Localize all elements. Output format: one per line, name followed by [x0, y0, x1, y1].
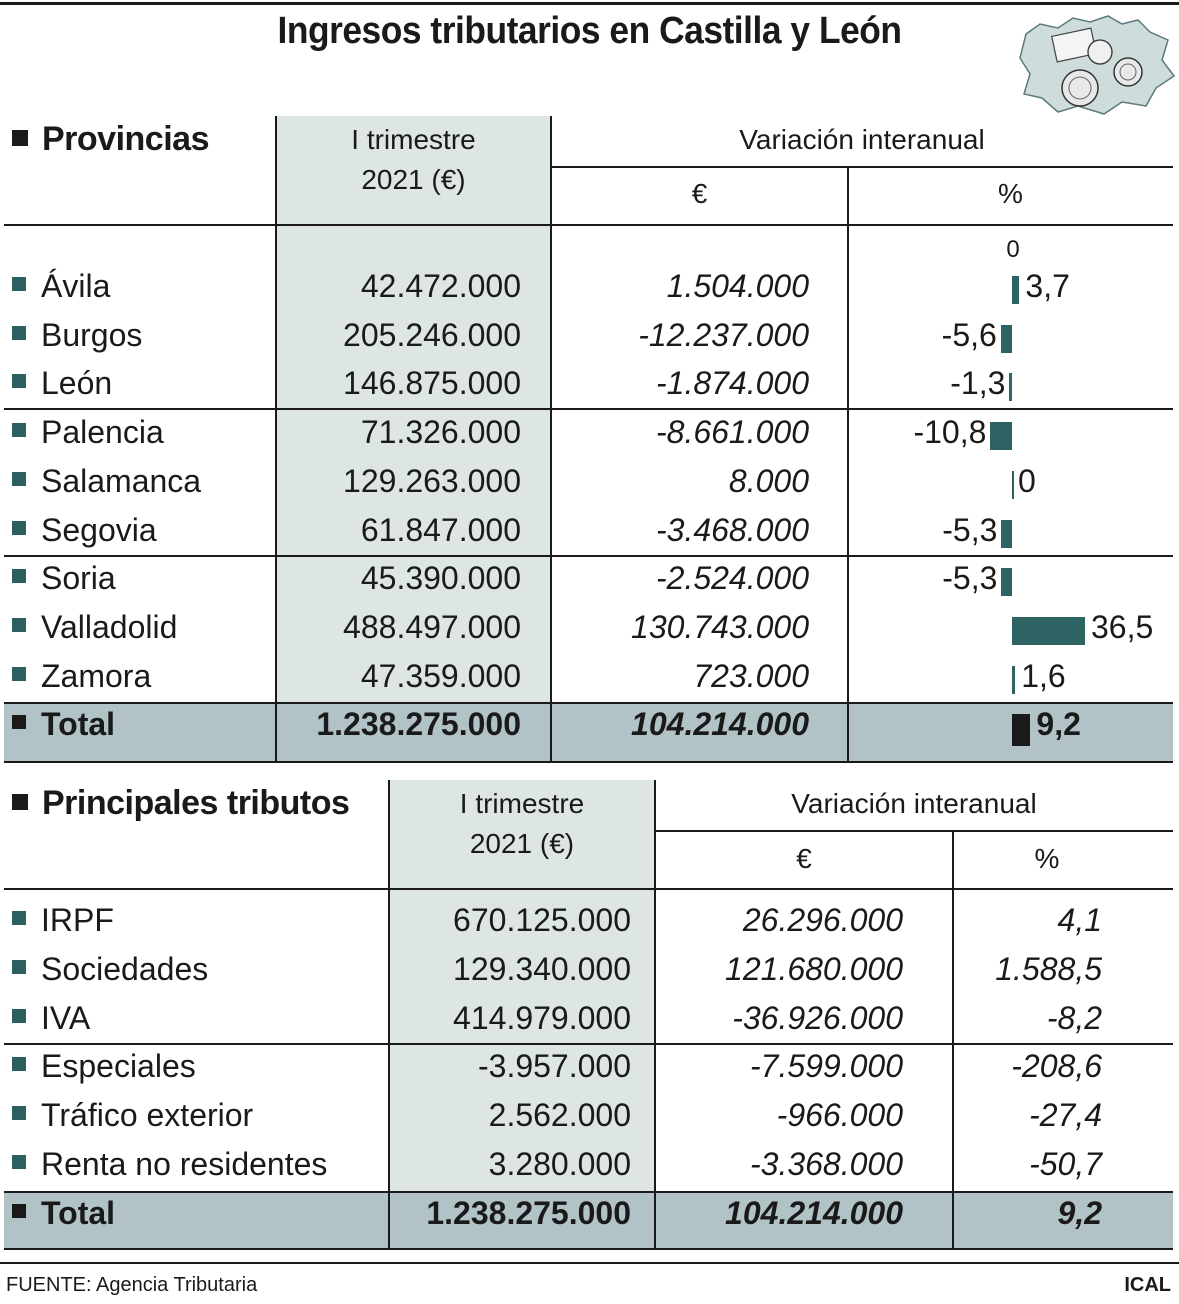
pct-label: 36,5 [1091, 608, 1154, 645]
province-label [12, 658, 151, 695]
tax-label [12, 1048, 196, 1085]
pct-bar [990, 422, 1012, 450]
tax-variation-eur: -7.599.000 [749, 1048, 903, 1085]
province-total-label [12, 706, 115, 743]
province-label [12, 560, 116, 597]
pct-bar [1012, 471, 1014, 499]
tax-variation-eur: -3.368.000 [749, 1146, 903, 1182]
province-variation-eur: -3.468.000 [655, 511, 809, 548]
province-variation-eur: 1.504.000 [666, 268, 809, 304]
province-variation-eur: 723.000 [693, 657, 809, 694]
provinces-period-header: I trimestre 2021 (€) [351, 124, 476, 195]
tax-variation-pct: -208,6 [1011, 1048, 1102, 1085]
tax-variation-eur: 26.296.000 [742, 902, 903, 938]
province-label [12, 268, 110, 305]
pct-bar [1012, 276, 1019, 304]
tax-amount: 3.280.000 [488, 1146, 631, 1182]
province-name: Soria [41, 560, 116, 597]
province-amount: 488.497.000 [343, 608, 521, 645]
page-title: Ingresos tributarios en Castilla y León [277, 10, 902, 52]
tax-name: Sociedades [41, 950, 209, 987]
province-name: Total [41, 706, 116, 743]
rule [4, 555, 1173, 557]
rule [4, 761, 1173, 763]
province-variation-eur: 104.214.000 [631, 706, 809, 743]
tax-label [12, 1146, 327, 1183]
tax-amount: 1.238.275.000 [426, 1194, 631, 1231]
province-variation-eur: -8.661.000 [655, 414, 809, 451]
province-amount: 205.246.000 [343, 316, 521, 353]
tax-variation-eur: 104.214.000 [725, 1194, 903, 1231]
province-amount: 71.326.000 [360, 414, 521, 451]
tax-variation-pct: 4,1 [1057, 902, 1102, 938]
province-name: León [41, 365, 113, 402]
rule [4, 1248, 1173, 1250]
rule [4, 1043, 1173, 1045]
province-label [12, 609, 177, 646]
footer-credit: ICAL [1124, 1274, 1171, 1296]
province-variation-eur: -1.874.000 [655, 365, 809, 402]
tax-name: IRPF [41, 902, 114, 938]
pct-label: 3,7 [1025, 268, 1070, 304]
pct-label: -5,3 [942, 560, 998, 597]
pct-bar [1001, 325, 1012, 353]
tax-amount: 670.125.000 [453, 902, 631, 938]
pct-label: 0 [1018, 462, 1036, 499]
footer-rule [0, 1262, 1179, 1264]
rule [4, 702, 1173, 704]
pct-bar [1012, 617, 1085, 645]
province-name: Burgos [41, 316, 143, 353]
tax-amount: -3.957.000 [477, 1048, 631, 1085]
rule [655, 830, 1173, 832]
pct-label: -5,3 [942, 511, 998, 548]
province-name: Ávila [41, 268, 111, 304]
province-label [12, 317, 142, 354]
province-name: Valladolid [41, 608, 178, 645]
province-amount: 45.390.000 [360, 560, 521, 597]
pct-bar [1012, 714, 1030, 746]
province-label [12, 463, 201, 500]
taxes-period-header: I trimestre 2021 (€) [459, 788, 585, 859]
tax-label [12, 902, 114, 939]
tax-amount: 129.340.000 [453, 950, 631, 987]
pct-bar [1001, 568, 1012, 596]
rule [952, 831, 954, 1249]
provinces-eur-header: € [691, 178, 708, 209]
tax-label [12, 1097, 253, 1134]
province-label [12, 365, 112, 402]
province-variation-eur: -12.237.000 [638, 316, 809, 353]
rule [4, 224, 1173, 226]
pct-label: -5,6 [941, 316, 997, 353]
tax-amount: 414.979.000 [453, 999, 631, 1036]
taxes-eur-header: € [796, 843, 812, 874]
province-amount: 61.847.000 [360, 511, 521, 548]
provinces-section-title: Provincias [12, 120, 209, 159]
tax-variation-pct: 1.588,5 [995, 950, 1102, 987]
pct-label: 1,6 [1021, 657, 1066, 694]
tax-variation-pct: 9,2 [1057, 1194, 1102, 1231]
pct-bar [1012, 666, 1015, 694]
taxes-section-title: Principales tributos [12, 784, 349, 823]
province-amount: 146.875.000 [343, 365, 521, 402]
rule [4, 1191, 1173, 1193]
province-amount: 1.238.275.000 [316, 706, 521, 743]
taxes-variation-header: Variación interanual [791, 788, 1037, 819]
rule [847, 167, 849, 762]
pct-bar [1009, 373, 1012, 401]
province-name: Palencia [41, 414, 164, 451]
province-name: Salamanca [41, 462, 202, 499]
pct-label: -1,3 [950, 365, 1006, 402]
tax-total-label [12, 1195, 115, 1232]
province-amount: 47.359.000 [360, 657, 521, 694]
tax-variation-eur: -966.000 [776, 1097, 903, 1134]
province-variation-eur: 8.000 [728, 462, 809, 499]
province-amount: 42.472.000 [360, 268, 521, 304]
top-rule [0, 2, 1179, 5]
tax-variation-eur: 121.680.000 [725, 950, 903, 987]
provinces-pct-header: % [998, 178, 1023, 209]
rule [551, 166, 1173, 168]
tax-name: Tráfico exterior [41, 1097, 254, 1134]
axis-zero-label: 0 [1006, 236, 1020, 263]
pct-bar [1001, 520, 1012, 548]
province-label [12, 414, 164, 451]
tax-name: IVA [41, 999, 91, 1036]
province-name: Zamora [41, 657, 152, 694]
tax-amount: 2.562.000 [488, 1097, 631, 1134]
castilla-leon-map-coins-icon [1018, 10, 1178, 118]
tax-variation-pct: -50,7 [1029, 1146, 1102, 1182]
tax-label [12, 1000, 90, 1037]
province-variation-eur: 130.743.000 [631, 608, 809, 645]
pct-label: -10,8 [913, 414, 987, 451]
tax-name: Especiales [41, 1048, 196, 1085]
tax-variation-pct: -27,4 [1029, 1097, 1102, 1134]
provinces-variation-header: Variación interanual [739, 124, 985, 155]
province-variation-eur: -2.524.000 [655, 560, 809, 597]
province-label [12, 512, 157, 549]
tax-name: Total [41, 1194, 116, 1231]
tax-label [12, 951, 208, 988]
tax-variation-pct: -8,2 [1046, 999, 1102, 1036]
pct-label: 9,2 [1036, 706, 1081, 743]
tax-variation-eur: -36.926.000 [732, 999, 903, 1036]
tax-name: Renta no residentes [41, 1146, 328, 1182]
taxes-pct-header: % [1034, 843, 1060, 874]
province-amount: 129.263.000 [343, 462, 521, 499]
province-name: Segovia [41, 511, 157, 548]
footer-source: FUENTE: Agencia Tributaria [6, 1274, 258, 1296]
rule [4, 888, 1173, 890]
rule [4, 408, 1173, 410]
